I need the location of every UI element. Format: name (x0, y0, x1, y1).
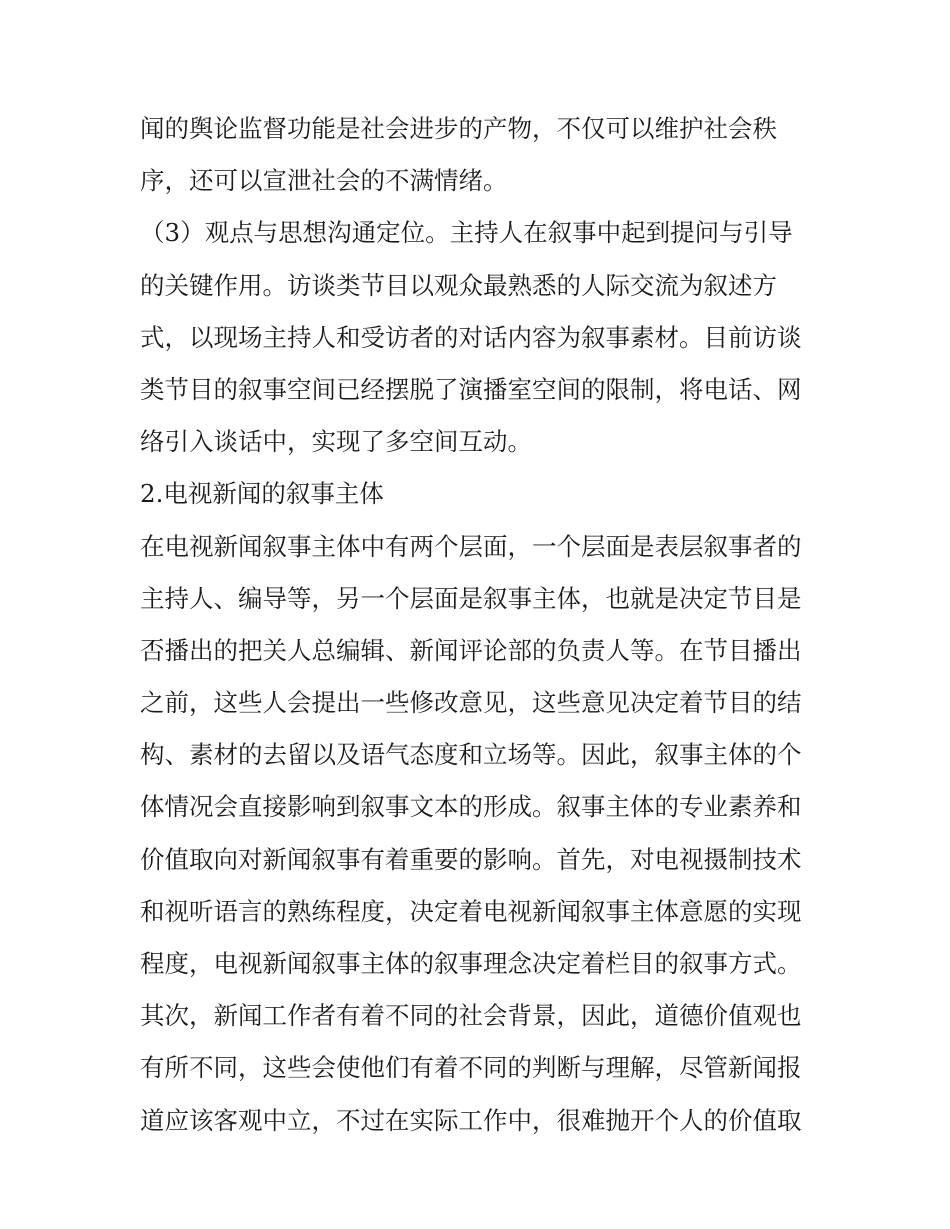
text-line: 程度，电视新闻叙事主体的叙事理念决定着栏目的叙事方式。 (140, 949, 802, 978)
text-line: 的关键作用。访谈类节目以观众最熟悉的人际交流为叙述方 (140, 270, 777, 300)
text-line: 其次，新闻工作者有着不同的社会背景，因此，道德价值观也 (140, 1001, 802, 1031)
text-line: 在电视新闻叙事主体中有两个层面，一个层面是表层叙事者的 (140, 531, 802, 561)
text-line: 主持人、编导等，另一个层面是叙事主体，也就是决定节目是 (140, 583, 802, 613)
document-body (140, 103, 812, 1147)
text-line: 价值取向对新闻叙事有着重要的影响。首先，对电视摄制技术 (140, 844, 802, 874)
text-line: 络引入谈话中，实现了多空间互动。 (140, 427, 532, 457)
text-line: 式，以现场主持人和受访者的对话内容为叙事素材。目前访谈 (140, 322, 802, 352)
text-line: 否播出的把关人总编辑、新闻评论部的负责人等。在节目播出 (140, 635, 802, 665)
text-line: 道应该客观中立，不过在实际工作中，很难抛开个人的价值取 (140, 1105, 802, 1135)
section-heading: 2.电视新闻的叙事主体 (140, 479, 384, 509)
text-line: （3）观点与思想沟通定位。主持人在叙事中起到提问与引导 (140, 218, 793, 248)
text-line: 体情况会直接影响到叙事文本的形成。叙事主体的专业素养和 (140, 792, 802, 822)
text-line: 构、素材的去留以及语气态度和立场等。因此，叙事主体的个 (140, 740, 802, 770)
text-line: 类节目的叙事空间已经摆脱了演播室空间的限制，将电话、网 (140, 374, 802, 404)
text-line: 和视听语言的熟练程度，决定着电视新闻叙事主体意愿的实现 (140, 896, 802, 926)
text-line: 序，还可以宣泄社会的不满情绪。 (140, 166, 508, 196)
text-line: 有所不同，这些会使他们有着不同的判断与理解，尽管新闻报 (140, 1053, 802, 1083)
text-line: 闻的舆论监督功能是社会进步的产物，不仅可以维护社会秩 (140, 114, 777, 143)
text-line: 之前，这些人会提出一些修改意见，这些意见决定着节目的结 (140, 688, 802, 718)
